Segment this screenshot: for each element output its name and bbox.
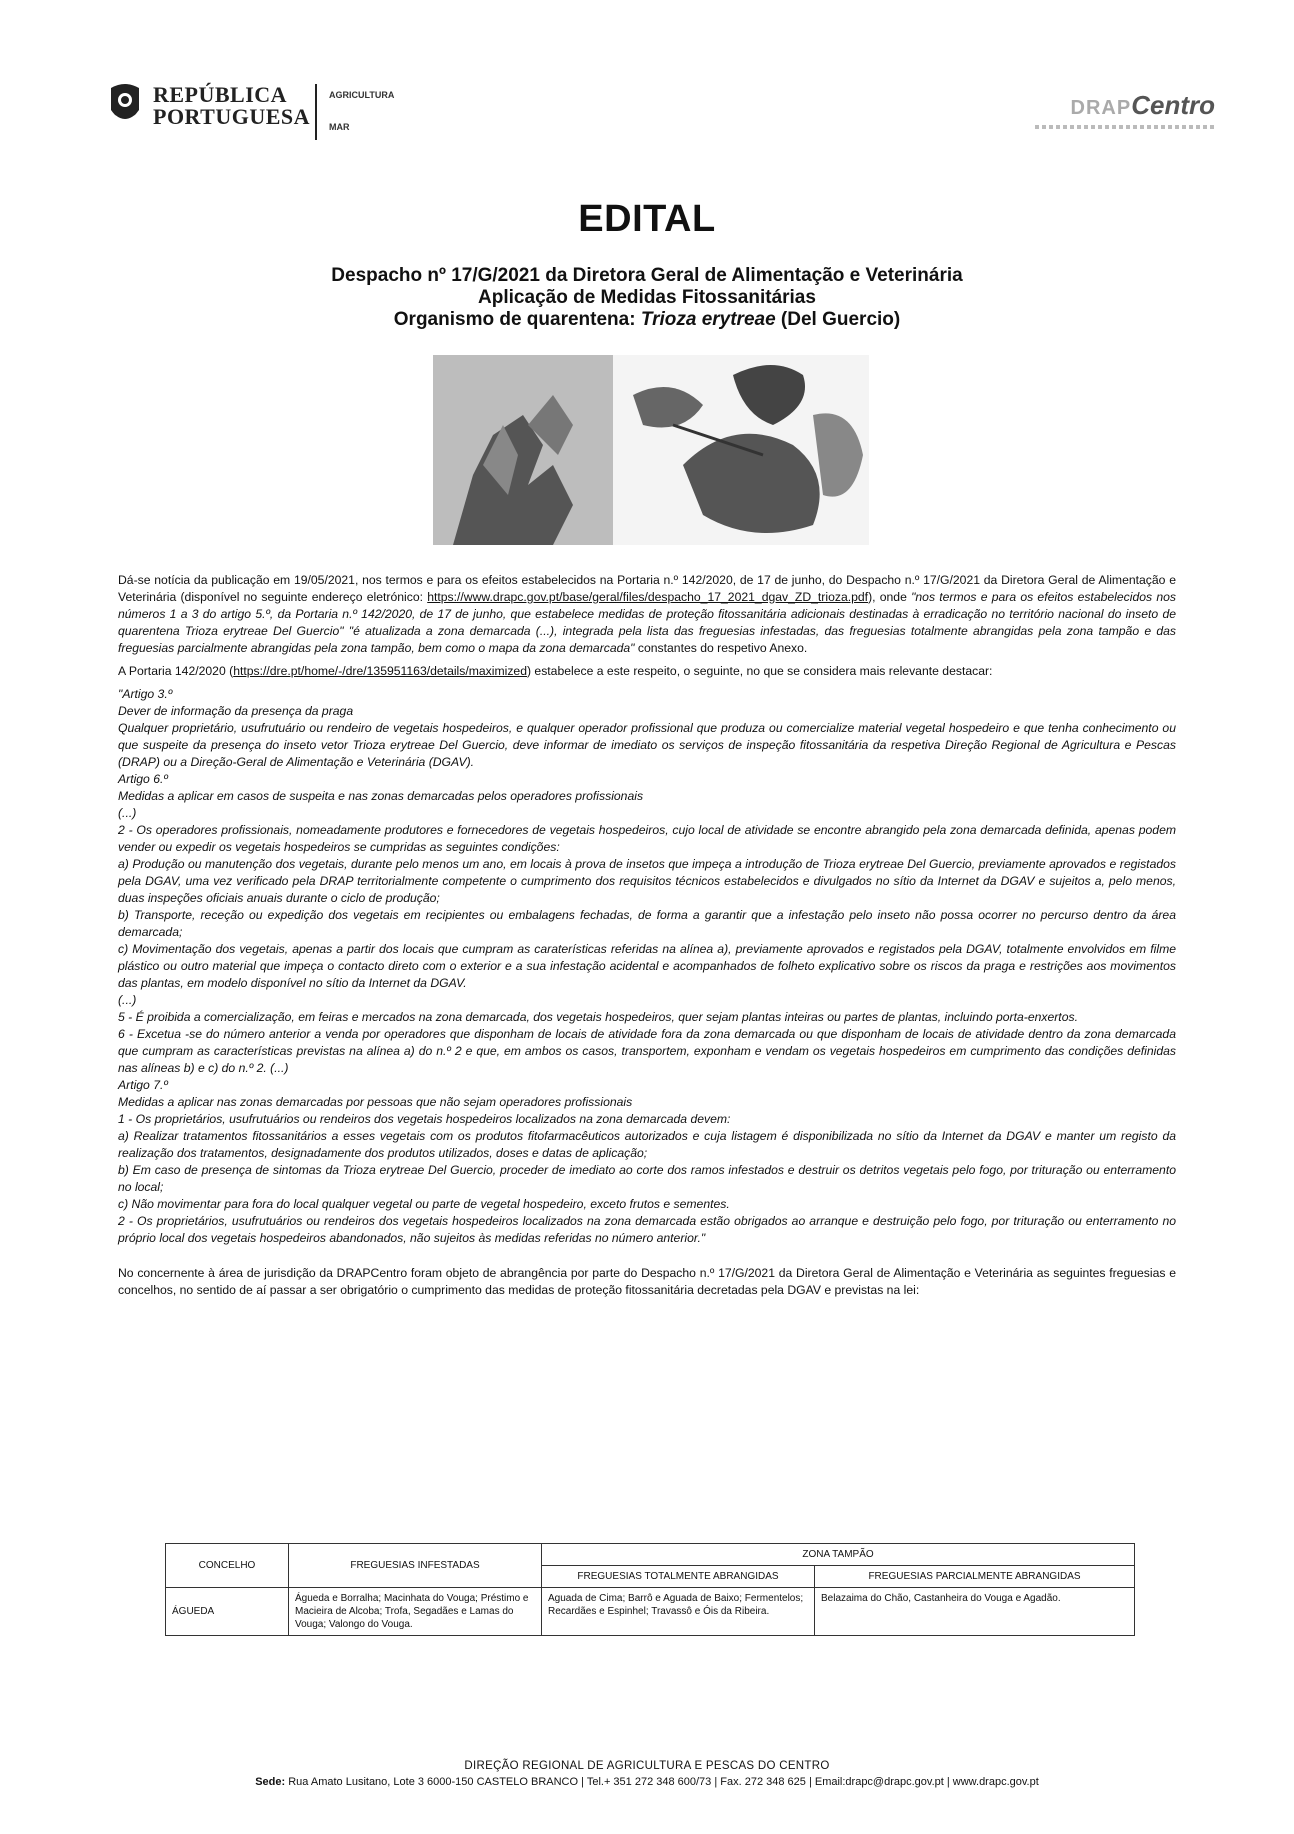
intro-text2: ), onde [868, 590, 912, 604]
intro-quote: "nos termos e para os efeitos estabelecidos nos números 1 a 3 do artigo 5.º, da Portaria n.º 142/2020, de 17 de junho, que estabelece medidas de proteção fitossanitária adicionais destinadas à erradicação no território nacional do inseto de quarentena Trioza erytreae Del Guercio" "é atualizada a zona demarcada (...), integrada pela lista das freguesias infestadas, das freguesias totalmente abrangidas pela zona tampão e das freguesias parcialmente abrangidas pela zona tampão, bem como o mapa da zona demarcada" [118, 590, 1176, 655]
drap-logo-right: Centro [1131, 90, 1215, 120]
article-line: a) Produção ou manutenção dos vegetais, durante pelo menos um ano, em locais à prova de insetos que impeça a introdução de Trioza erytreae Del Guercio, previamente aprovados e registados pela DGAV, uma vez verificado pela DRAP territorialmente competente o cumprimento dos requisitos técnicos estabelecidos e divulgados no sítio da Internet da DGAV e sujeitos a, pelo menos, duas inspeções oficiais anuais durante o ciclo de produção; [118, 857, 1176, 905]
article-line: 1 - Os proprietários, usufrutuários ou rendeiros dos vegetais hospedeiros localizados na zona demarcada devem: [118, 1112, 731, 1126]
article-line: 2 - Os proprietários, usufrutuários ou rendeiros dos vegetais hospedeiros localizados na zona demarcada estão obrigados ao arranque e destruição pelo fogo, por trituração ou enterramento no próprio local dos vegetais hospedeiros abandonados, não sujeitos às medidas referidas no número anterior." [118, 1214, 1176, 1245]
article-line: Medidas a aplicar nas zonas demarcadas por pessoas que não sejam operadores profissionais [118, 1095, 633, 1109]
article-line: (...) [118, 806, 137, 820]
article-line: c) Movimentação dos vegetais, apenas a partir dos locais que cumpram as caraterísticas referidas na alínea a), previamente aprovados e registados pela DGAV, totalmente envolvidos em filme plástico ou outro material que impeça o contacto direto com o exterior e a sua infestação acidental e acompanhados de folheto explicativo sobre os riscos da praga e restrições aos movimentos das plantas, em modelo disponível no sítio da Internet da DGAV. [118, 942, 1176, 990]
page-footer [0, 1758, 1294, 1790]
footer-address-text: Rua Amato Lusitano, Lote 3 6000-150 CASTELO BRANCO | Tel.+ 351 272 348 600/73 | Fax. 272 348 625 | Email:drapc@drapc.gov.pt | www.drapc.gov.pt [285, 1776, 1039, 1788]
article-line: Artigo 7.º [118, 1078, 168, 1092]
intro-paragraph [118, 572, 1176, 657]
despacho-link[interactable]: https://www.drapc.gov.pt/base/geral/files/despacho_17_2021_dgav_ZD_trioza.pdf [427, 590, 869, 604]
ministry-agricultura: AGRICULTURA [329, 90, 395, 100]
article-line: b) Transporte, receção ou expedição dos vegetais em recipientes ou embalagens fechadas, de forma a garantir que a infestação pelo inseto não possa ocorrer no percurso dentro da área demarcada; [118, 908, 1176, 939]
article-line: 5 - É proibida a comercialização, em feiras e mercados na zona demarcada, dos vegetais hospedeiros, quer sejam plantas inteiras ou partes de plantas, incluindo porta-enxertos. [118, 1010, 1078, 1024]
header-divider [315, 84, 317, 140]
footer-address [0, 1774, 1294, 1790]
cell-infestadas: Águeda e Borralha; Macinhata do Vouga; Préstimo e Macieira de Alcoba; Trofa, Segadães e Lamas do Vouga; Valongo do Vouga. [289, 1588, 542, 1636]
portaria-text1: A Portaria 142/2020 ( [118, 664, 234, 678]
footer-sede-label: Sede: [255, 1776, 286, 1788]
gov-name-line2: PORTUGUESA [153, 104, 311, 129]
drap-logo-left: DRAP [1070, 97, 1132, 119]
col-zona-tampao: ZONA TAMPÃO [542, 1544, 1135, 1566]
article-line: 6 - Excetua -se do número anterior a venda por operadores que disponham de locais de atividade fora da zona demarcada ou que disponham de locais de atividade dentro da zona demarcada que cumpram as características previstas na alínea a) do n.º 2 e que, em ambos os casos, transportem, exponham e vendam os vegetais hospedeiros em cumprimento das condições definidas nas alíneas b) e c) do n.º 2. (...) [118, 1027, 1176, 1075]
freguesias-table [165, 1543, 1135, 1636]
article-line: c) Não movimentar para fora do local qualquer vegetal ou parte de vegetal hospedeiro, exceto frutos e sementes. [118, 1197, 730, 1211]
cell-totalmente: Aguada de Cima; Barrô e Aguada de Baixo; Fermentelos; Recardães e Espinhel; Travassô e Óis da Ribeira. [542, 1588, 815, 1636]
col-concelho: CONCELHO [166, 1544, 289, 1588]
intro-text3: constantes do respetivo Anexo. [634, 641, 808, 655]
footer-org: DIREÇÃO REGIONAL DE AGRICULTURA E PESCAS DO CENTRO [464, 1760, 830, 1772]
col-parcialmente: FREGUESIAS PARCIALMENTE ABRANGIDAS [815, 1566, 1135, 1588]
subtitle-line3-prefix: Organismo de quarentena: [393, 309, 641, 330]
article-line: Dever de informação da presença da praga [118, 704, 354, 718]
republica-portuguesa-logo [105, 80, 310, 132]
article-line: a) Realizar tratamentos fitossanitários a esses vegetais com os produtos fitofarmacêuticos autorizados e cuja listagem é disponibilizada no sítio da Internet da DGAV e manter um registo da realização dos tratamentos, designadamente dos produtos utilizados, doses e datas de aplicação; [118, 1129, 1176, 1160]
edital-body [118, 572, 1176, 1305]
ministry-mar: MAR [329, 122, 350, 132]
portaria-link[interactable]: https://dre.pt/home/-/dre/135951163/details/maximized [233, 664, 527, 678]
ministries [329, 90, 394, 154]
article-line: Artigo 6.º [118, 772, 168, 786]
table-row [166, 1588, 1135, 1636]
article-line: (...) [118, 993, 137, 1007]
page-title: EDITAL [578, 198, 716, 240]
subtitle-block [0, 265, 1294, 331]
gov-name-line1: REPÚBLICA [153, 82, 288, 107]
portaria-text2: ) estabelece a este respeito, o seguinte, no que se considera mais relevante destacar: [526, 664, 993, 678]
subtitle-line3 [0, 309, 1294, 331]
cell-concelho: ÁGUEDA [166, 1588, 289, 1636]
portaria-paragraph [118, 663, 1176, 680]
subtitle-line1: Despacho nº 17/G/2021 da Diretora Geral de Alimentação e Veterinária [331, 265, 963, 286]
legal-quote [118, 686, 1176, 1247]
subtitle-line3-suffix: (Del Guercio) [775, 309, 901, 330]
subtitle-line2: Aplicação de Medidas Fitossanitárias [478, 287, 816, 308]
cell-parcialmente: Belazaima do Chão, Castanheira do Vouga e Agadão. [815, 1588, 1135, 1636]
coat-of-arms-icon [105, 80, 145, 132]
article-line: "Artigo 3.º [118, 687, 173, 701]
article-line: Medidas a aplicar em casos de suspeita e nas zonas demarcadas pelos operadores profissionais [118, 789, 644, 803]
closing-paragraph: No concernente à área de jurisdição da DRAPCentro foram objeto de abrangência por parte do Despacho n.º 17/G/2021 da Diretora Geral de Alimentação e Veterinária as seguintes freguesias e concelhos, no sentido de aí passar a ser obrigatório o cumprimento das medidas de proteção fitossanitária decretadas pela DGAV e previstas na lei: [118, 1266, 1176, 1297]
drap-centro-logo [1035, 90, 1215, 129]
article-line: Qualquer proprietário, usufrutuário ou rendeiro de vegetais hospedeiros, e qualquer operador profissional que produza ou comercialize material vegetal hospedeiro e que tenha conhecimento ou que suspeite da presença do inseto vetor Trioza erytreae Del Guercio, deve informar de imediato os serviços de inspeção fitossanitária da respetiva Direção Regional de Agricultura e Pescas (DRAP) ou a Direção-Geral de Alimentação e Veterinária (DGAV). [118, 721, 1176, 769]
leaf-damage-photo [433, 355, 869, 545]
page-header [105, 80, 1215, 150]
intro-text1: Dá-se notícia da publicação em 19/05/2021, nos termos e para os efeitos estabelecidos na Portaria n.º 142/2020, de 17 de junho, do Despacho n.º 17/G/2021 da Diretora Geral de Alimentação e Veterinária (disponível no seguinte endereço eletrónico: [118, 573, 1176, 604]
subtitle-taxon: Trioza erytreae [640, 309, 776, 330]
col-infestadas: FREGUESIAS INFESTADAS [289, 1544, 542, 1588]
col-totalmente: FREGUESIAS TOTALMENTE ABRANGIDAS [542, 1566, 815, 1588]
article-line: 2 - Os operadores profissionais, nomeadamente produtores e fornecedores de vegetais hospedeiros, cujo local de atividade se encontre abrangido pela zona demarcada definida, apenas podem vender ou expedir os vegetais hospedeiros se cumpridas as seguintes condições: [118, 823, 1176, 854]
article-line: b) Em caso de presença de sintomas da Trioza erytreae Del Guercio, proceder de imediato ao corte dos ramos infestados e destruir os detritos vegetais pelo fogo, por trituração ou enterramento no local; [118, 1163, 1176, 1194]
drap-logo-tagline [1035, 125, 1215, 129]
